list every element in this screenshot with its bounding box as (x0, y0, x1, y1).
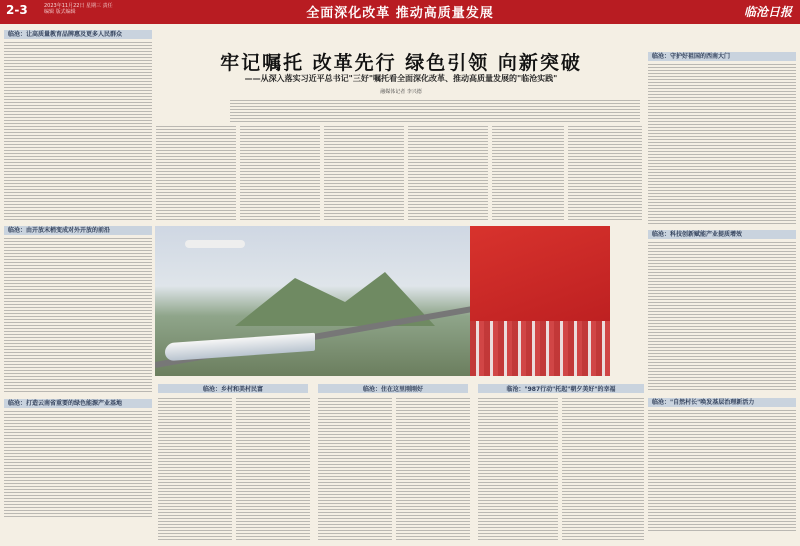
crowd-scene (470, 321, 610, 376)
airplane-icon (185, 240, 245, 248)
main-body-col-1 (156, 126, 236, 221)
right-section-1-body (648, 64, 796, 224)
high-speed-train (165, 333, 315, 361)
main-body-col-2 (240, 126, 320, 221)
right-section-2-title: 临沧：科技创新赋能产业提质增效 (648, 230, 796, 239)
main-body-col-5 (492, 126, 564, 221)
left-section-1-body (4, 42, 152, 220)
lower-body-1b (236, 398, 310, 540)
page-number: 2-3 (6, 3, 28, 17)
main-subhead: ——从深入落实习近平总书记"三好"嘱托看全面深化改革、推动高质量发展的"临沧实践" (244, 74, 558, 83)
lower-body-3a (478, 398, 558, 540)
lower-body-2b (396, 398, 470, 540)
left-section-1-title: 临沧：让高质量教育品牌惠及更多人民群众 (4, 30, 152, 39)
left-section-3-body (4, 411, 152, 519)
lower-section-1-title: 临沧：乡村和美村民富 (158, 384, 308, 393)
banner-title: 全面深化改革 推动高质量发展 (306, 6, 494, 21)
right-section-1-title: 临沧：守护好祖国的西南大门 (648, 52, 796, 61)
photo-montage (155, 226, 610, 376)
main-headline: 牢记嘱托 改革先行 绿色引领 向新突破 (220, 52, 582, 74)
main-body-col-3 (324, 126, 404, 221)
left-section-3-title: 临沧：打造云南省重要的绿色能源产业基地 (4, 399, 152, 408)
right-section-3-body (648, 410, 796, 532)
main-intro-text (230, 100, 640, 122)
main-body-col-6 (568, 126, 642, 221)
lower-section-3-title: 临沧："987行动"托起"朝夕美好"的幸福 (478, 384, 644, 393)
date-line: 2023年11月22日 星期三 责任编辑 版式编辑 (44, 3, 113, 15)
lower-section-2-title: 临沧：住在这里刚刚好 (318, 384, 468, 393)
main-byline: 融媒体记者 李兴德 (380, 89, 422, 95)
top-banner-bar (0, 0, 800, 24)
left-section-2-title: 临沧：由开放末梢变成对外开放的前沿 (4, 226, 152, 235)
right-section-2-body (648, 242, 796, 392)
main-body-col-4 (408, 126, 488, 221)
left-section-2-body (4, 238, 152, 393)
lower-body-1a (158, 398, 232, 540)
right-column (648, 52, 796, 532)
lower-body-3b (562, 398, 644, 540)
lower-body-2a (318, 398, 392, 540)
newspaper-logo: 临沧日报 (743, 5, 792, 19)
left-column (4, 30, 152, 519)
right-section-3-title: 临沧："自然村长"唤发基层治理新活力 (648, 398, 796, 407)
